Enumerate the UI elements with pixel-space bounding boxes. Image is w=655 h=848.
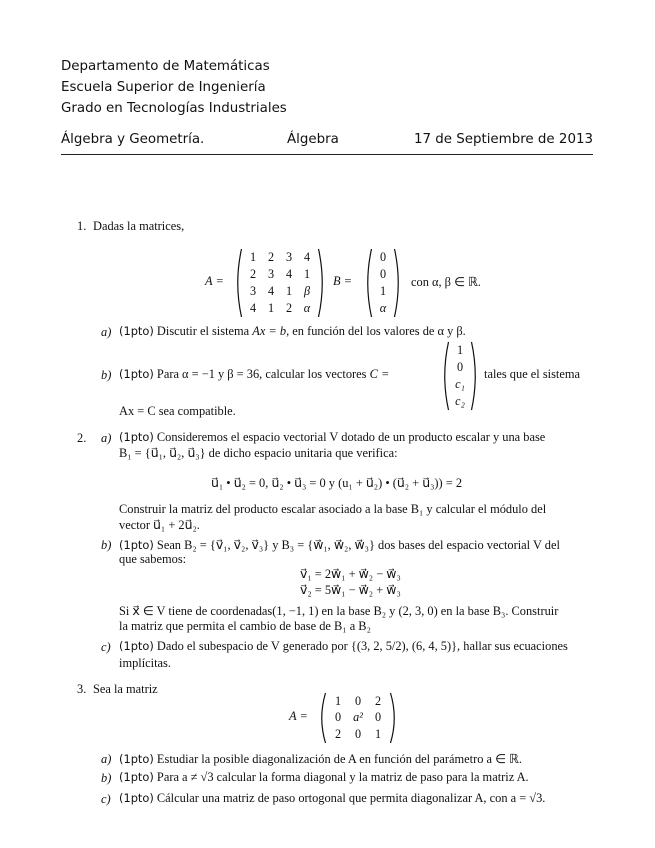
item-1a-text2: en función del los valores de α y β. bbox=[292, 324, 466, 338]
matrix-a-entries bbox=[244, 249, 316, 317]
item-2a-label: a) bbox=[101, 431, 112, 445]
item-2a-line4: vector u⃗₁ + 2u⃗₂. bbox=[119, 518, 200, 532]
matrix-entry: 3 bbox=[285, 250, 293, 264]
matrix-entry: 4 bbox=[303, 250, 311, 264]
item-2c-line1 bbox=[119, 639, 568, 654]
vector-c-label: C = bbox=[369, 367, 390, 381]
matrix-entry: 1 bbox=[379, 284, 387, 298]
item-2b-eq1: v⃗₁ = 2w⃗₁ + w⃗₂ − w⃗₃ bbox=[300, 567, 401, 581]
item-1a-label: a) bbox=[101, 325, 112, 339]
item-3b-text bbox=[119, 770, 529, 785]
item-3a-text bbox=[119, 751, 522, 767]
item-1a-text1: Discutir el sistema bbox=[156, 324, 250, 338]
item-3c-text-body: Cálcular una matriz de paso ortogonal que permita diagonalizar A, con a = √3. bbox=[156, 791, 546, 805]
item-2c-points: (1pto) bbox=[119, 639, 154, 653]
left-paren-icon bbox=[363, 248, 373, 318]
matrix-entry: 4 bbox=[285, 267, 293, 281]
item-1b-text1: Para α = −1 y β = 36, calcular los vectores bbox=[156, 367, 367, 381]
matrix-entry: a² bbox=[353, 710, 363, 725]
matrix-entry: 0 bbox=[354, 693, 362, 708]
problem-2-number: 2. bbox=[77, 431, 87, 445]
problem-3-intro: Sea la matriz bbox=[93, 682, 158, 696]
item-2b-line1 bbox=[119, 537, 560, 553]
item-2c-line2: implícitas. bbox=[119, 656, 171, 670]
problem-3-number: 3. bbox=[77, 682, 87, 696]
matrix-entry: 0 bbox=[354, 727, 362, 742]
problem-1-intro: Dadas la matrices, bbox=[93, 219, 185, 233]
item-2b-points: (1pto) bbox=[119, 538, 154, 552]
matrix-entry: 0 bbox=[379, 267, 387, 281]
matrix-b-entries bbox=[374, 249, 392, 317]
vector-c-entries bbox=[451, 342, 469, 410]
matrix-a-label: A = bbox=[205, 274, 224, 288]
matrix-b bbox=[363, 248, 403, 318]
item-3b-points: (1pto) bbox=[119, 770, 154, 784]
item-2b-line3: Si x⃗ ∈ V tiene de coordenadas(1, −1, 1) en la base B₂ y (2, 3, 0) en la base B₃. Construir bbox=[119, 604, 559, 618]
matrix-a bbox=[233, 248, 327, 318]
matrix-entry: 3 bbox=[267, 267, 275, 281]
matrix-entry: 4 bbox=[267, 284, 275, 298]
matrix-entry: c₁ bbox=[455, 377, 465, 391]
problem-1-number: 1. bbox=[77, 219, 87, 233]
item-2c-label: c) bbox=[101, 640, 111, 654]
matrix-entry: 0 bbox=[456, 360, 464, 374]
item-2b-line2: que sabemos: bbox=[119, 552, 187, 566]
left-paren-icon bbox=[233, 248, 243, 318]
right-paren-icon bbox=[389, 692, 399, 744]
item-1b-points: (1pto) bbox=[119, 367, 154, 381]
matrix-entry: 1 bbox=[374, 727, 382, 742]
item-2b-line4: la matriz que permita el cambio de base de B₁ a B₂ bbox=[119, 619, 371, 633]
right-paren-icon bbox=[470, 341, 480, 411]
matrix-entry: 2 bbox=[267, 250, 275, 264]
item-3c-text bbox=[119, 791, 545, 806]
item-1a-eq: Ax = b, bbox=[252, 324, 290, 338]
matrix-entry: 1 bbox=[303, 267, 311, 281]
item-3a-label: a) bbox=[101, 752, 112, 766]
item-3b-text-body: Para a ≠ √3 calcular la forma diagonal y la matriz de paso para la matriz A. bbox=[156, 770, 529, 784]
matrix-entry: 2 bbox=[285, 301, 293, 315]
matrix-condition: con α, β ∈ ℝ. bbox=[411, 275, 481, 289]
matrix-entry: c₂ bbox=[455, 394, 465, 408]
right-paren-icon bbox=[317, 248, 327, 318]
matrix-entry: α bbox=[379, 301, 387, 315]
matrix-entry: 1 bbox=[249, 250, 257, 264]
header-line-department: Departamento de Matemáticas bbox=[61, 59, 270, 74]
right-paren-icon bbox=[393, 248, 403, 318]
item-1b-text bbox=[119, 367, 389, 382]
matrix-entry: 4 bbox=[249, 301, 257, 315]
item-1b-text2: tales que el sistema bbox=[484, 367, 580, 381]
item-3c-points: (1pto) bbox=[119, 791, 154, 805]
matrix-b-label: B = bbox=[333, 274, 353, 288]
left-paren-icon bbox=[440, 341, 450, 411]
item-2b-eq2: v⃗₂ = 5w⃗₁ − w⃗₂ + w⃗₃ bbox=[300, 583, 401, 597]
item-2b-label: b) bbox=[101, 538, 112, 552]
item-2a-line1 bbox=[119, 430, 545, 445]
item-3a-points: (1pto) bbox=[119, 752, 154, 766]
matrix-entry: α bbox=[303, 301, 311, 315]
matrix-entry: 1 bbox=[334, 693, 342, 708]
matrix-a3-label: A = bbox=[289, 709, 308, 723]
matrix-entry: 3 bbox=[249, 284, 257, 298]
course-title: Álgebra y Geometría. bbox=[61, 132, 205, 147]
item-2b-line1-text: Sean B₂ = {v⃗₁, v⃗₂, v⃗₃} y B₃ = {w⃗₁, w⃗₂, w⃗₃} dos bases del espacio vectorial V del bbox=[156, 538, 560, 552]
item-1a-points: (1pto) bbox=[119, 324, 154, 338]
item-3c-label: c) bbox=[101, 792, 111, 806]
item-3b-label: b) bbox=[101, 771, 112, 785]
item-1b-line2: Ax = C sea compatible. bbox=[119, 404, 236, 418]
header-line-degree: Grado en Tecnologías Industriales bbox=[61, 101, 287, 116]
matrix-entry: 1 bbox=[456, 343, 464, 357]
matrix-entry: 2 bbox=[374, 693, 382, 708]
matrix-entry: 0 bbox=[379, 250, 387, 264]
vector-c bbox=[440, 341, 480, 411]
exam-date: 17 de Septiembre de 2013 bbox=[413, 132, 593, 147]
subject-title: Álgebra bbox=[287, 132, 339, 147]
matrix-entry: 0 bbox=[334, 710, 342, 725]
item-1b-label: b) bbox=[101, 368, 112, 382]
left-paren-icon bbox=[317, 692, 327, 744]
matrix-entry: 1 bbox=[285, 284, 293, 298]
matrix-entry: 2 bbox=[249, 267, 257, 281]
matrix-entry: 0 bbox=[374, 710, 382, 725]
item-3a-text-body: Estudiar la posible diagonalización de A en función del parámetro a ∈ ℝ. bbox=[156, 752, 522, 766]
matrix-a3 bbox=[317, 692, 399, 744]
item-1a-text bbox=[119, 324, 466, 339]
matrix-entry: 2 bbox=[334, 727, 342, 742]
matrix-entry: β bbox=[303, 284, 311, 298]
matrix-a3-entries bbox=[328, 693, 388, 743]
item-2a-line3: Construir la matriz del producto escalar asociado a la base B₁ y calcular el módulo del bbox=[119, 502, 547, 516]
item-2c-line1-text: Dado el subespacio de V generado por {(3, 2, 5/2), (6, 4, 5)}, hallar sus ecuaciones bbox=[156, 639, 568, 653]
item-2a-points: (1pto) bbox=[119, 430, 154, 444]
matrix-entry: 1 bbox=[267, 301, 275, 315]
item-2a-equation: u⃗₁ • u⃗₂ = 0, u⃗₂ • u⃗₃ = 0 y (u₁ + u⃗₂) • (u⃗₂ + u⃗₃)) = 2 bbox=[211, 476, 463, 490]
item-2a-line2: B₁ = {u⃗₁, u⃗₂, u⃗₃} de dicho espacio unitaria que verifica: bbox=[119, 446, 398, 460]
item-2a-line1-text: Consideremos el espacio vectorial V dotado de un producto escalar y una base bbox=[156, 430, 546, 444]
header-line-school: Escuela Superior de Ingeniería bbox=[61, 80, 266, 95]
